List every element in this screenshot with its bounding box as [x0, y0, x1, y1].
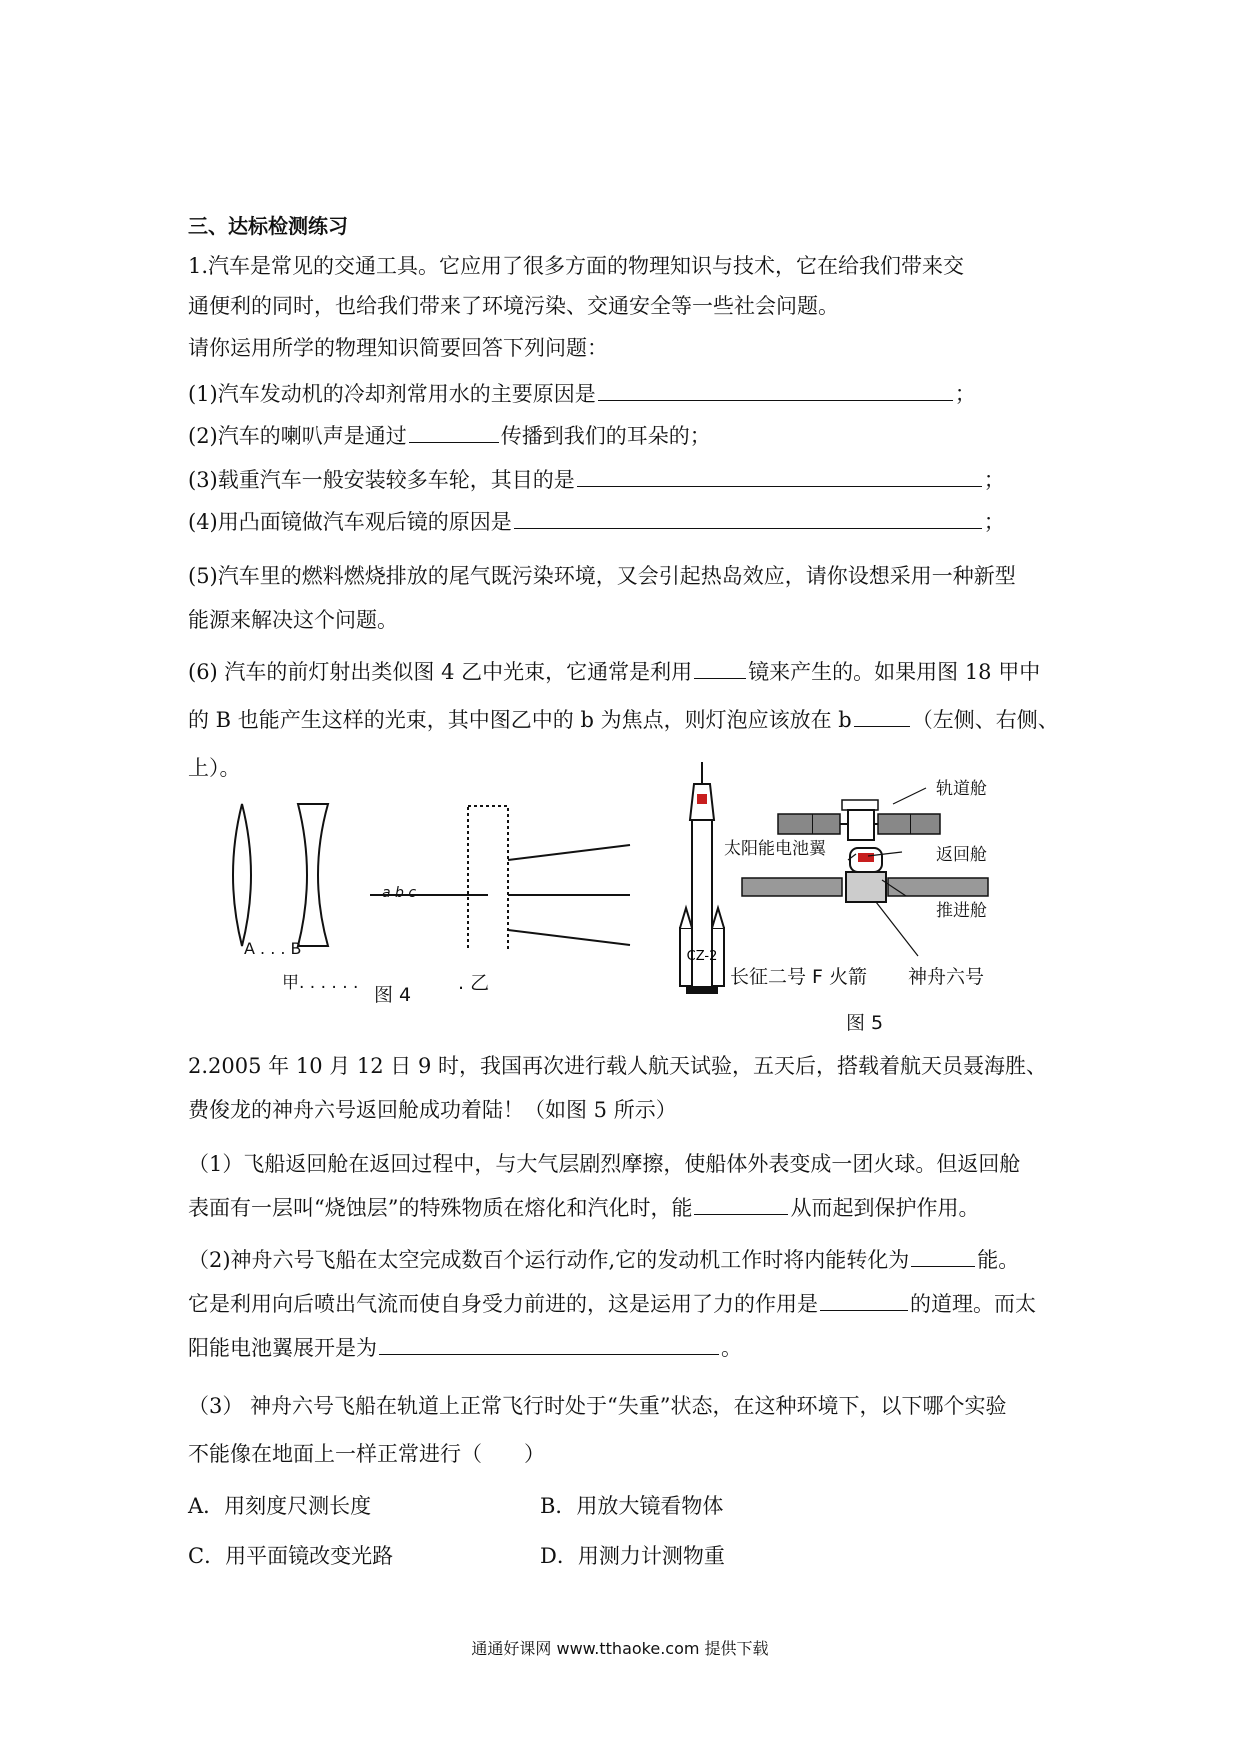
focal-points-label: a b c [382, 885, 417, 901]
q2-part-2-line-1 [188, 1246, 1019, 1274]
q2-part-2-text-3: 阳能电池翼展开是为 [188, 1336, 377, 1360]
propulsion-module-label: 推进舱 [936, 901, 987, 921]
answer-blank[interactable] [694, 658, 746, 679]
q2-part-2-line-2 [188, 1290, 1036, 1318]
q2-part-2-text-end: 能。 [977, 1248, 1020, 1272]
q2-part-2-text: （2)神舟六号飞船在太空完成数百个运行动作,它的发动机工作时将内能转化为 [188, 1248, 910, 1272]
concave-lens [298, 804, 328, 946]
option-c[interactable]: C．用平面镜改变光路 [188, 1544, 394, 1568]
answer-blank[interactable] [577, 466, 982, 487]
q2-part-2-line-3 [188, 1334, 742, 1362]
q1-part-4 [188, 508, 1005, 536]
optical-device-box [468, 806, 508, 950]
q2-part-1-text-end: 从而起到保护作用。 [790, 1196, 980, 1220]
q2-intro-1: 2.2005 年 10 月 12 日 9 时，我国再次进行载人航天试验，五天后，搭载着航天员聂海胜、 [188, 1054, 1048, 1078]
answer-blank[interactable] [409, 422, 499, 443]
answer-blank[interactable] [598, 380, 953, 401]
q1-part-1 [188, 380, 976, 408]
q1-part-6-line-2 [188, 706, 1059, 734]
q1-part-6-text-end: 镜来产生的。如果用图 18 甲中 [748, 660, 1041, 684]
semicolon: ； [983, 468, 1005, 492]
q1-part-5-line-2: 能源来解决这个问题。 [188, 608, 398, 632]
section-title: 三、达标检测练习 [188, 214, 348, 238]
q2-part-2-text-3-end: 。 [721, 1336, 742, 1360]
yi-label: . 乙 [458, 972, 490, 994]
option-b[interactable]: B．用放大镜看物体 [540, 1494, 724, 1518]
answer-blank[interactable] [514, 508, 982, 529]
q1-part-3 [188, 466, 1005, 494]
q2-part-2-text-2: 它是利用向后喷出气流而使自身受力前进的，这是运用了力的作用是 [188, 1292, 818, 1316]
return-module-label: 返回舱 [936, 845, 987, 865]
q1-part-6-text-2-end: （左侧、右侧、 [911, 708, 1059, 732]
figure-4-caption: 图 4 [374, 984, 412, 1006]
answer-blank[interactable] [379, 1334, 719, 1355]
semicolon: ； [983, 510, 1005, 534]
q2-part-3-line-1: （3） 神舟六号飞船在轨道上正常飞行时处于“失重”状态，在这种环境下，以下哪个实验 [188, 1394, 1007, 1418]
convex-lens [233, 804, 251, 946]
lens-a-b-label: A . . . B [244, 939, 302, 958]
orbital-module-label: 轨道舱 [936, 779, 987, 799]
figure-5-caption: 图 5 [846, 1012, 884, 1034]
jia-label: 甲. . . . . . [282, 973, 359, 993]
footer-source: 通通好课网 www.tthaoke.com 提供下载 [471, 1639, 769, 1658]
option-a[interactable]: A．用刻度尺测长度 [188, 1494, 372, 1518]
q1-part-3-text: (3)载重汽车一般安装较多车轮，其目的是 [188, 468, 575, 492]
figure-4-lenses [220, 790, 640, 950]
q1-part-2-text-end: 传播到我们的耳朵的； [500, 424, 711, 448]
q1-part-5-line-1: (5)汽车里的燃料燃烧排放的尾气既污染环境，又会引起热岛效应，请你设想采用一种新型 [188, 564, 1016, 588]
q2-part-3-line-2: 不能像在地面上一样正常进行（ ） [188, 1442, 545, 1466]
q1-intro-3: 请你运用所学的物理知识简要回答下列问题： [188, 336, 608, 360]
q2-part-1-line-1: （1）飞船返回舱在返回过程中，与大气层剧烈摩擦，使船体外表变成一团火球。但返回舱 [188, 1152, 1021, 1176]
solar-wing-label: 太阳能电池翼 [724, 839, 826, 859]
answer-blank[interactable] [911, 1246, 975, 1267]
spaceship [742, 788, 988, 956]
q1-part-6-line-3: 上）。 [188, 756, 241, 780]
q1-part-2-text: (2)汽车的喇叭声是通过 [188, 424, 407, 448]
q1-intro-1: 1.汽车是常见的交通工具。它应用了很多方面的物理知识与技术，它在给我们带来交 [188, 254, 965, 278]
q2-part-2-text-2-end: 的道理。而太 [910, 1292, 1036, 1316]
q1-part-6-text-2: 的 B 也能产生这样的光束，其中图乙中的 b 为焦点，则灯泡应该放在 b [188, 708, 852, 732]
q2-part-1-text: 表面有一层叫“烧蚀层”的特殊物质在熔化和汽化时，能 [188, 1196, 693, 1220]
q1-intro-2: 通便利的同时，也给我们带来了环境污染、交通安全等一些社会问题。 [188, 294, 839, 318]
rocket-body-text: CZ-2 [686, 949, 718, 964]
light-ray-top [508, 845, 630, 860]
answer-blank[interactable] [694, 1194, 788, 1215]
rocket-label: 长征二号 F 火箭 [730, 966, 868, 988]
q1-part-4-text: (4)用凸面镜做汽车观后镜的原因是 [188, 510, 512, 534]
q1-part-2 [188, 422, 711, 450]
answer-blank[interactable] [854, 706, 910, 727]
light-ray-bottom [508, 930, 630, 945]
option-d[interactable]: D．用测力计测物重 [540, 1544, 725, 1568]
shenzhou-label: 神舟六号 [908, 966, 985, 988]
semicolon: ； [954, 382, 976, 406]
q1-part-6-text: (6) 汽车的前灯射出类似图 4 乙中光束，它通常是利用 [188, 660, 693, 684]
q2-part-1-line-2 [188, 1194, 979, 1222]
answer-blank[interactable] [820, 1290, 908, 1311]
q1-part-1-text: (1)汽车发动机的冷却剂常用水的主要原因是 [188, 382, 596, 406]
q2-intro-2: 费俊龙的神舟六号返回舱成功着陆！（如图 5 所示） [188, 1098, 677, 1122]
q1-part-6-line-1 [188, 658, 1040, 686]
